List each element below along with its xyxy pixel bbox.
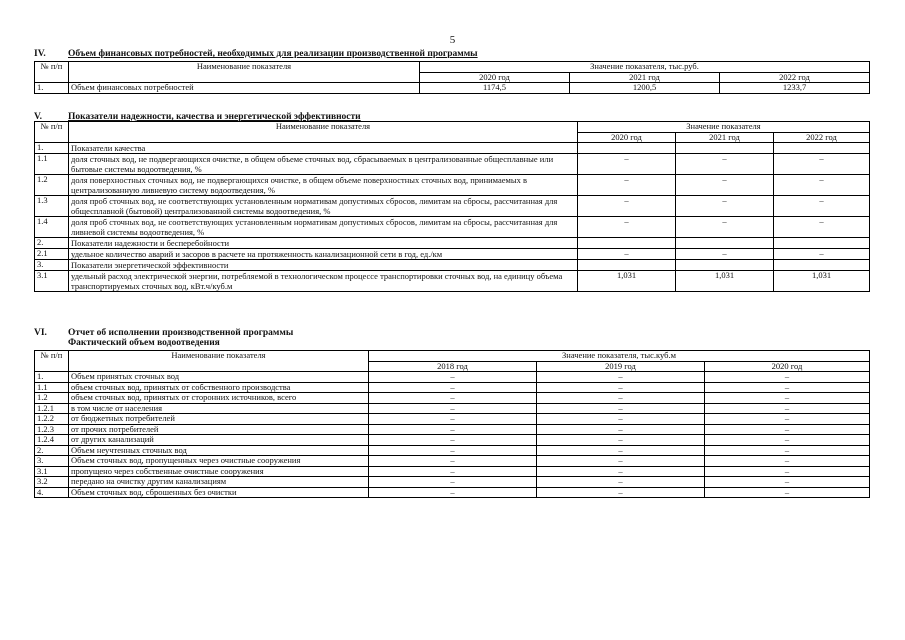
indicator-value: –	[578, 217, 676, 238]
row-number: 3.	[35, 260, 69, 271]
indicator-value: –	[537, 477, 705, 488]
indicator-value: 1,031	[578, 271, 676, 292]
row-number: 1.	[35, 372, 69, 383]
indicator-value: –	[369, 445, 537, 456]
indicator-value: –	[705, 382, 870, 393]
indicator-value: –	[537, 393, 705, 404]
indicator-value	[676, 143, 774, 154]
indicator-value: –	[705, 456, 870, 467]
indicator-value: –	[676, 196, 774, 217]
table-row	[35, 238, 870, 249]
table-row	[35, 393, 870, 404]
indicator-value: –	[369, 403, 537, 414]
indicator-value: –	[537, 456, 705, 467]
indicator-value: 1200,5	[570, 83, 720, 94]
col-value-header: Значение показателя	[578, 122, 870, 133]
col-name-header: Наименование показателя	[69, 62, 420, 83]
row-number: 1.	[35, 83, 69, 94]
table-row	[35, 466, 870, 477]
indicator-name: Показатели надежности и бесперебойности	[69, 238, 578, 249]
indicator-value	[578, 260, 676, 271]
row-number: 3.1	[35, 466, 69, 477]
indicator-name: удельное количество аварий и засоров в расчете на протяженность канализационной сети в год, ед./км	[69, 249, 578, 260]
section-4-roman: IV.	[34, 49, 46, 59]
row-number: 4.	[35, 487, 69, 498]
indicator-name: доля поверхностных сточных вод, не подвергающихся очистке, в общем объеме поверхностных сточных вод, принимаемых в централизованную ливневую систему водоотведения, %	[69, 175, 578, 196]
row-number: 2.	[35, 445, 69, 456]
page-number: 5	[449, 34, 456, 46]
year-header: 2020 год	[420, 72, 570, 83]
indicator-name: доля проб сточных вод, не соответствующих установленным нормативам допустимых сбросов, лимитам на сбросы, рассчитанная для ливневой системы водоотведения, %	[69, 217, 578, 238]
indicator-value: –	[676, 154, 774, 175]
section-5-roman: V.	[34, 112, 43, 122]
indicator-name: Объем сточных вод, сброшенных без очистки	[69, 487, 369, 498]
quality-indicators-table	[34, 121, 870, 292]
wastewater-volume-table	[34, 350, 870, 498]
indicator-value: –	[705, 487, 870, 498]
indicator-value: –	[705, 414, 870, 425]
table-row	[35, 271, 870, 292]
indicator-value: –	[369, 466, 537, 477]
indicator-value: –	[705, 466, 870, 477]
indicator-name: Объем неучтенных сточных вод	[69, 445, 369, 456]
section-6-heading	[34, 328, 293, 338]
indicator-value: 1233,7	[720, 83, 870, 94]
row-number: 2.	[35, 238, 69, 249]
indicator-value: –	[537, 372, 705, 383]
indicator-value: –	[774, 196, 870, 217]
row-number: 1.2.4	[35, 435, 69, 446]
indicator-value: –	[705, 445, 870, 456]
table-row	[35, 217, 870, 238]
indicator-value: –	[578, 175, 676, 196]
row-number: 1.	[35, 143, 69, 154]
indicator-value	[676, 238, 774, 249]
section-5-title: Показатели надежности, качества и энергетической эффективности	[68, 112, 361, 122]
table-row	[35, 143, 870, 154]
table-row	[35, 196, 870, 217]
row-number: 1.2.2	[35, 414, 69, 425]
indicator-value: –	[578, 154, 676, 175]
col-num-header: № п/п	[35, 62, 69, 83]
year-header: 2020 год	[578, 132, 676, 143]
indicator-value: –	[774, 249, 870, 260]
indicator-value: –	[705, 403, 870, 414]
indicator-value: –	[369, 435, 537, 446]
indicator-value: –	[369, 424, 537, 435]
indicator-value: –	[537, 403, 705, 414]
indicator-name: передано на очистку другим канализациям	[69, 477, 369, 488]
indicator-value: –	[676, 217, 774, 238]
indicator-name: Объем принятых сточных вод	[69, 372, 369, 383]
section-6-title: Отчет об исполнении производственной программы	[68, 328, 294, 338]
indicator-value: –	[537, 487, 705, 498]
table-row	[35, 372, 870, 383]
col-name-header: Наименование показателя	[69, 351, 369, 372]
indicator-name: объем сточных вод, принятых от сторонних источников, всего	[69, 393, 369, 404]
indicator-value: –	[578, 196, 676, 217]
table-row	[35, 477, 870, 488]
indicator-name: от других канализаций	[69, 435, 369, 446]
indicator-value: –	[537, 445, 705, 456]
indicator-value: –	[705, 424, 870, 435]
indicator-value	[774, 260, 870, 271]
section-6-roman: VI.	[34, 328, 47, 338]
indicator-value: –	[705, 477, 870, 488]
section-4-heading	[34, 49, 478, 59]
indicator-value	[578, 143, 676, 154]
indicator-name: Показатели энергетической эффективности	[69, 260, 578, 271]
row-number: 1.2	[35, 393, 69, 404]
indicator-value: –	[676, 249, 774, 260]
indicator-value	[676, 260, 774, 271]
row-number: 1.2	[35, 175, 69, 196]
indicator-value: 1,031	[774, 271, 870, 292]
indicator-value	[774, 238, 870, 249]
section-6-subtitle: Фактический объем водоотведения	[68, 338, 220, 348]
indicator-value: –	[774, 217, 870, 238]
indicator-value	[774, 143, 870, 154]
table-row	[35, 424, 870, 435]
indicator-value: –	[705, 372, 870, 383]
indicator-value	[578, 238, 676, 249]
indicator-value: –	[774, 154, 870, 175]
indicator-value: –	[369, 393, 537, 404]
row-number: 2.1	[35, 249, 69, 260]
year-header: 2021 год	[676, 132, 774, 143]
indicator-value: –	[369, 456, 537, 467]
indicator-value: –	[774, 175, 870, 196]
col-name-header: Наименование показателя	[69, 122, 578, 143]
col-num-header: № п/п	[35, 122, 69, 143]
indicator-name: от прочих потребителей	[69, 424, 369, 435]
indicator-name: Показатели качества	[69, 143, 578, 154]
indicator-value: –	[369, 487, 537, 498]
year-header: 2021 год	[570, 72, 720, 83]
col-value-header: Значение показателя, тыс.куб.м	[369, 351, 870, 362]
table-row	[35, 83, 870, 94]
indicator-name: объем сточных вод, принятых от собственного производства	[69, 382, 369, 393]
indicator-name: доля проб сточных вод, не соответствующих установленным нормативам допустимых сбросов, лимитам на сбросы, рассчитанная для общесплавной (бытовой) централизованной системы водоотведения, %	[69, 196, 578, 217]
row-number: 3.	[35, 456, 69, 467]
section-4-title: Объем финансовых потребностей, необходимых для реализации производственной программы	[68, 49, 478, 59]
indicator-name: доля сточных вод, не подвергающихся очистке, в общем объеме сточных вод, сбрасываемых в централизованные общесплавные или бытовые системы водоотведения, %	[69, 154, 578, 175]
table-row	[35, 414, 870, 425]
indicator-value: –	[369, 372, 537, 383]
indicator-value: 1,031	[676, 271, 774, 292]
row-number: 1.2.3	[35, 424, 69, 435]
year-header: 2022 год	[720, 72, 870, 83]
table-row	[35, 435, 870, 446]
row-number: 1.2.1	[35, 403, 69, 414]
year-header: 2022 год	[774, 132, 870, 143]
row-number: 3.1	[35, 271, 69, 292]
indicator-value: –	[537, 435, 705, 446]
row-number: 1.3	[35, 196, 69, 217]
indicator-value: 1174,5	[420, 83, 570, 94]
indicator-value: –	[537, 466, 705, 477]
col-value-header: Значение показателя, тыс.руб.	[420, 62, 870, 73]
table-row	[35, 175, 870, 196]
table-row	[35, 456, 870, 467]
col-num-header: № п/п	[35, 351, 69, 372]
row-number: 1.1	[35, 154, 69, 175]
indicator-name: от бюджетных потребителей	[69, 414, 369, 425]
table-row	[35, 445, 870, 456]
indicator-value: –	[537, 382, 705, 393]
indicator-name: Объем финансовых потребностей	[69, 83, 420, 94]
year-header: 2020 год	[705, 361, 870, 372]
indicator-value: –	[369, 477, 537, 488]
table-row	[35, 249, 870, 260]
indicator-value: –	[676, 175, 774, 196]
indicator-value: –	[369, 414, 537, 425]
indicator-name: пропущено через собственные очистные сооружения	[69, 466, 369, 477]
indicator-name: удельный расход электрической энергии, потребляемой в технологическом процессе транспортировки сточных вод, на единицу объема транспортируемых сточных вод, кВт.ч/куб.м	[69, 271, 578, 292]
indicator-value: –	[369, 382, 537, 393]
row-number: 1.4	[35, 217, 69, 238]
financial-needs-table	[34, 61, 870, 94]
row-number: 1.1	[35, 382, 69, 393]
table-row	[35, 403, 870, 414]
indicator-value: –	[537, 414, 705, 425]
indicator-name: в том числе от населения	[69, 403, 369, 414]
row-number: 3.2	[35, 477, 69, 488]
table-row	[35, 154, 870, 175]
year-header: 2019 год	[537, 361, 705, 372]
indicator-value: –	[537, 424, 705, 435]
table-row	[35, 487, 870, 498]
table-row	[35, 382, 870, 393]
indicator-name: Объем сточных вод, пропущенных через очистные сооружения	[69, 456, 369, 467]
indicator-value: –	[705, 393, 870, 404]
indicator-value: –	[705, 435, 870, 446]
indicator-value: –	[578, 249, 676, 260]
year-header: 2018 год	[369, 361, 537, 372]
table-row	[35, 260, 870, 271]
